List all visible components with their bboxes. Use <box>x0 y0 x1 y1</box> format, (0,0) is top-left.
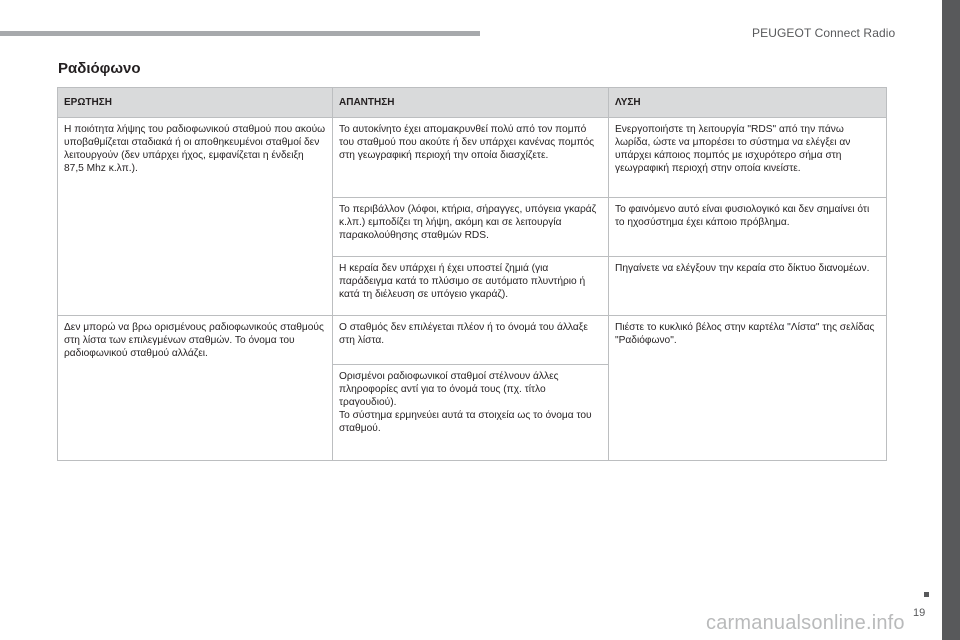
page-marker <box>924 592 929 597</box>
solution-cell: Πιέστε το κυκλικό βέλος στην καρτέλα "Λίστα" της σελίδας "Ραδιόφωνο". <box>609 316 887 461</box>
page-number: 19 <box>913 607 926 619</box>
answer-cell: Το περιβάλλον (λόφοι, κτήρια, σήραγγες, υπόγεια γκαράζ κ.λπ.) εμποδίζει τη λήψη, ακόμη και σε λειτουργία παρακολούθησης σταθμών RDS. <box>333 198 609 257</box>
page-title: Ραδιόφωνο <box>58 60 141 77</box>
table-header-row <box>58 88 887 118</box>
answer-cell: Το αυτοκίνητο έχει απομακρυνθεί πολύ από τον πομπό του σταθμού που ακούτε ή δεν υπάρχει κανένας πομπός στη γεωγραφική περιοχή την οποία διασχίζετε. <box>333 118 609 198</box>
answer-cell: Ορισμένοι ραδιοφωνικοί σταθμοί στέλνουν άλλες πληροφορίες αντί για το όνομά τους (πχ. τίτλο τραγουδιού). Το σύστημα ερμηνεύει αυτά τα στοιχεία ως το όνομα του σταθμού. <box>333 365 609 461</box>
answer-cell: Ο σταθμός δεν επιλέγεται πλέον ή το όνομά του άλλαξε στη λίστα. <box>333 316 609 365</box>
watermark: carmanualsonline.info <box>706 612 905 634</box>
table-row <box>58 316 887 365</box>
header-rule <box>0 31 480 36</box>
table-row <box>58 118 887 198</box>
solution-cell: Το φαινόμενο αυτό είναι φυσιολογικό και δεν σημαίνει ότι το ηχοσύστημα έχει κάποιο πρόβλημα. <box>609 198 887 257</box>
header-brand: PEUGEOT Connect Radio <box>752 26 896 40</box>
solution-cell: Ενεργοποιήστε τη λειτουργία "RDS" από την πάνω λωρίδα, ώστε να μπορέσει το σύστημα να ελέγξει αν υπάρχει κάποιος πομπός με ισχυρότερο σήμα στη γεωγραφική περιοχή στην οποία κινείστε. <box>609 118 887 198</box>
column-header-answer: ΑΠΑΝΤΗΣΗ <box>333 88 609 118</box>
side-tab-bar <box>942 0 960 640</box>
solution-cell: Πηγαίνετε να ελέγξουν την κεραία στο δίκτυο διανομέων. <box>609 257 887 316</box>
answer-cell: Η κεραία δεν υπάρχει ή έχει υποστεί ζημιά (για παράδειγμα κατά το πλύσιμο σε αυτόματο πλυντήριο ή κατά τη διέλευση σε υπόγειο γκαράζ). <box>333 257 609 316</box>
column-header-solution: ΛΥΣΗ <box>609 88 887 118</box>
question-cell: Δεν μπορώ να βρω ορισμένους ραδιοφωνικούς σταθμούς στη λίστα των επιλεγμένων σταθμών. Το όνομα του ραδιοφωνικού σταθμού αλλάζει. <box>58 316 333 461</box>
column-header-question: ΕΡΩΤΗΣΗ <box>58 88 333 118</box>
faq-table <box>57 87 887 461</box>
question-cell: Η ποιότητα λήψης του ραδιοφωνικού σταθμού που ακούω υποβαθμίζεται σταδιακά ή οι αποθηκευμένοι σταθμοί δεν λειτουργούν (δεν υπάρχει ήχος, εμφανίζεται η ένδειξη 87,5 Mhz κ.λπ.). <box>58 118 333 316</box>
